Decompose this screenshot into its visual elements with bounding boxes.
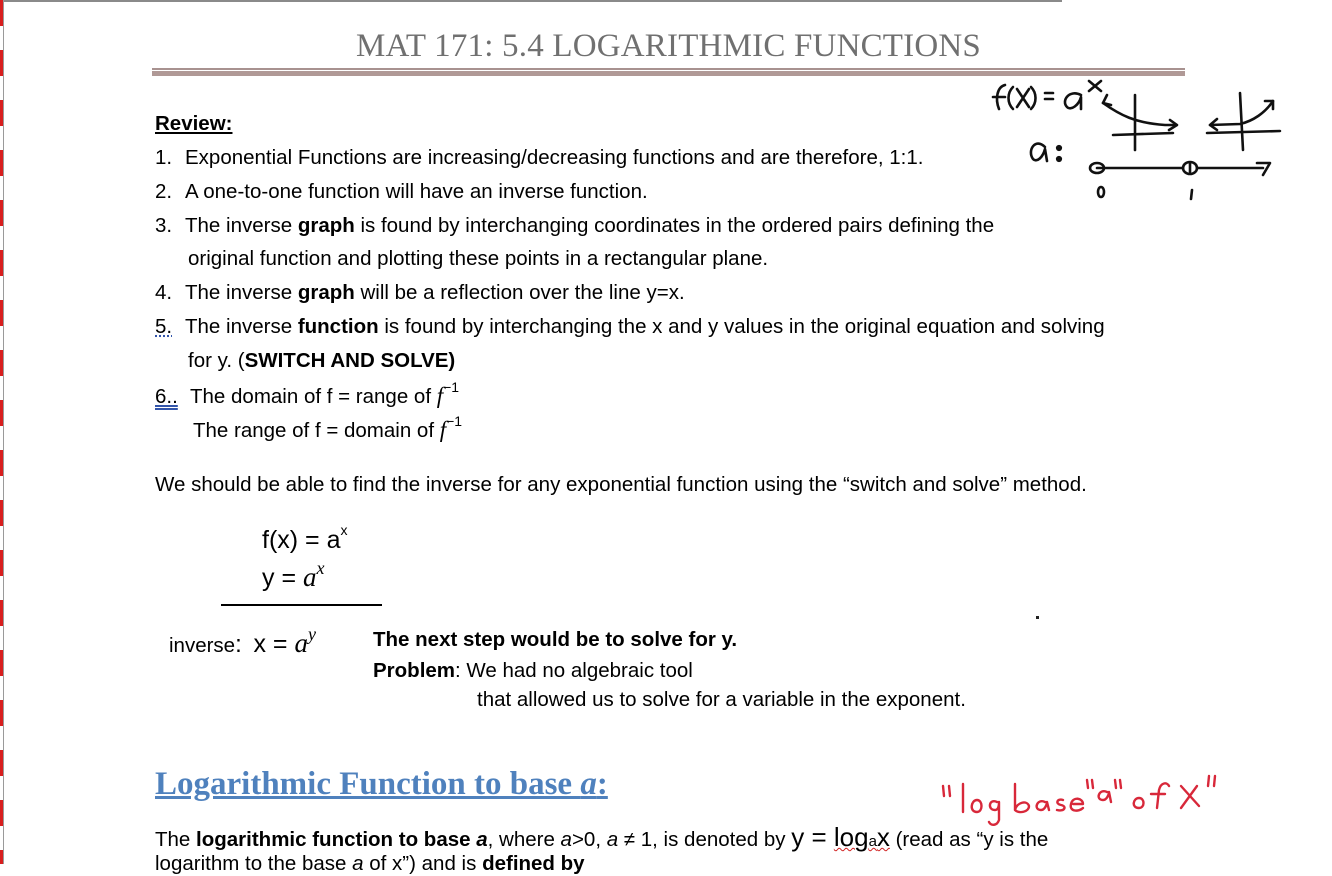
- review-item-5: [155, 315, 1105, 339]
- page-top-edge: [0, 0, 1062, 2]
- def-bold: logarithmic function to base: [196, 828, 477, 851]
- problem-line: [373, 659, 693, 683]
- review-item-2: [155, 180, 648, 204]
- inverse-formula: [169, 624, 316, 659]
- next-step-text: The next step would be to solve for y.: [373, 628, 738, 651]
- item-text: Exponential Functions are increasing/decreasing functions and are therefore, 1:1.: [185, 146, 924, 169]
- derivation-divider: [221, 604, 382, 606]
- log-base: a: [868, 833, 877, 850]
- heading-var: a: [580, 766, 597, 802]
- item-text: will be a reflection over the line y=x.: [354, 281, 685, 304]
- formula-exponent: x: [340, 522, 348, 538]
- handwritten-log-base-note: [935, 770, 1235, 830]
- review-item-3-cont: original function and plotting these points in a rectangular plane.: [188, 247, 769, 270]
- def-bold: defined by: [482, 852, 585, 875]
- review-item-1: [155, 146, 923, 170]
- item-text: The inverse: [185, 214, 298, 237]
- def-text: ≠ 1, is denoted by: [618, 828, 792, 851]
- formula-text: y =: [262, 564, 303, 592]
- left-page-edge: [3, 0, 4, 864]
- log-formula: [834, 822, 890, 852]
- f-symbol: f: [439, 417, 447, 442]
- colon: :: [235, 631, 242, 658]
- def-var: a: [560, 828, 572, 851]
- def-text: logarithm to the base: [155, 852, 353, 875]
- heading-colon: :: [596, 766, 608, 802]
- log-formula: y =: [791, 822, 834, 852]
- formula-y: [262, 558, 325, 593]
- def-var: a: [352, 852, 364, 875]
- title-rule: [152, 68, 1185, 70]
- problem-text: : We had no algebraic tool: [455, 659, 693, 682]
- item-text: The inverse: [185, 281, 298, 304]
- f-symbol: f: [436, 383, 444, 408]
- item-text: The range of f = domain of: [193, 419, 440, 442]
- item-bold: graph: [297, 281, 355, 304]
- log-word: log: [833, 822, 869, 852]
- item-bold: function: [297, 315, 379, 338]
- item-number: 3.: [155, 214, 173, 237]
- formula-text: f(x) = a: [262, 526, 341, 554]
- def-var: a: [606, 828, 619, 851]
- def-text: of x”) and is: [363, 852, 483, 875]
- formula-exponent: y: [307, 624, 316, 644]
- base-a: a: [303, 562, 317, 592]
- item-text: A one-to-one function will have an inverse function.: [185, 180, 648, 203]
- heading-text: Logarithmic Function to base: [155, 766, 581, 802]
- def-var: a: [476, 828, 488, 851]
- item-text: is found by interchanging the x and y values in the original equation and solving: [378, 315, 1105, 338]
- review-item-3: [155, 214, 994, 238]
- problem-label: Problem: [373, 659, 456, 682]
- base-a: a: [294, 628, 308, 658]
- review-heading: Review:: [155, 112, 233, 135]
- inverse-exponent: −1: [446, 413, 463, 429]
- item-bold: graph: [297, 214, 355, 237]
- item-text: The domain of f = range of: [190, 385, 437, 408]
- review-item-5-cont: [188, 349, 455, 373]
- formula-fx: [262, 522, 348, 555]
- problem-cont: that allowed us to solve for a variable in the exponent.: [477, 688, 966, 711]
- item-number: 5.: [155, 315, 173, 338]
- formula-exponent: x: [316, 558, 325, 578]
- def-text: >0,: [571, 828, 607, 851]
- review-item-4: [155, 281, 685, 305]
- item-number: 4.: [155, 281, 173, 304]
- log-definition-line2: [155, 852, 585, 876]
- item-number: 2.: [155, 180, 173, 203]
- stray-dot: [1036, 616, 1039, 619]
- document-title: MAT 171: 5.4 LOGARITHMIC FUNCTIONS: [356, 28, 981, 64]
- def-text: The: [155, 828, 197, 851]
- item-text: The inverse: [185, 315, 298, 338]
- item-text: for y. (: [188, 349, 245, 372]
- formula-text: x =: [253, 630, 295, 658]
- def-text: , where: [487, 828, 561, 851]
- inverse-label: inverse: [169, 634, 236, 657]
- handwritten-exponential-sketch: [985, 75, 1285, 205]
- switch-and-solve: SWITCH AND SOLVE): [244, 349, 456, 372]
- def-text: (read as “y is the: [889, 828, 1049, 851]
- review-item-6: [155, 379, 460, 409]
- log-definition: [155, 822, 1048, 853]
- item-text: is found by interchanging coordinates in the ordered pairs defining the: [354, 214, 995, 237]
- review-item-6-line2: [193, 413, 463, 443]
- item-number: 1.: [155, 146, 173, 169]
- item-number: 6..: [155, 385, 178, 408]
- log-arg: x: [876, 822, 890, 852]
- log-function-heading: [155, 766, 608, 803]
- inverse-exponent: −1: [443, 379, 460, 395]
- switch-solve-paragraph: We should be able to find the inverse for any exponential function using the “switch and solve” method.: [155, 473, 1087, 496]
